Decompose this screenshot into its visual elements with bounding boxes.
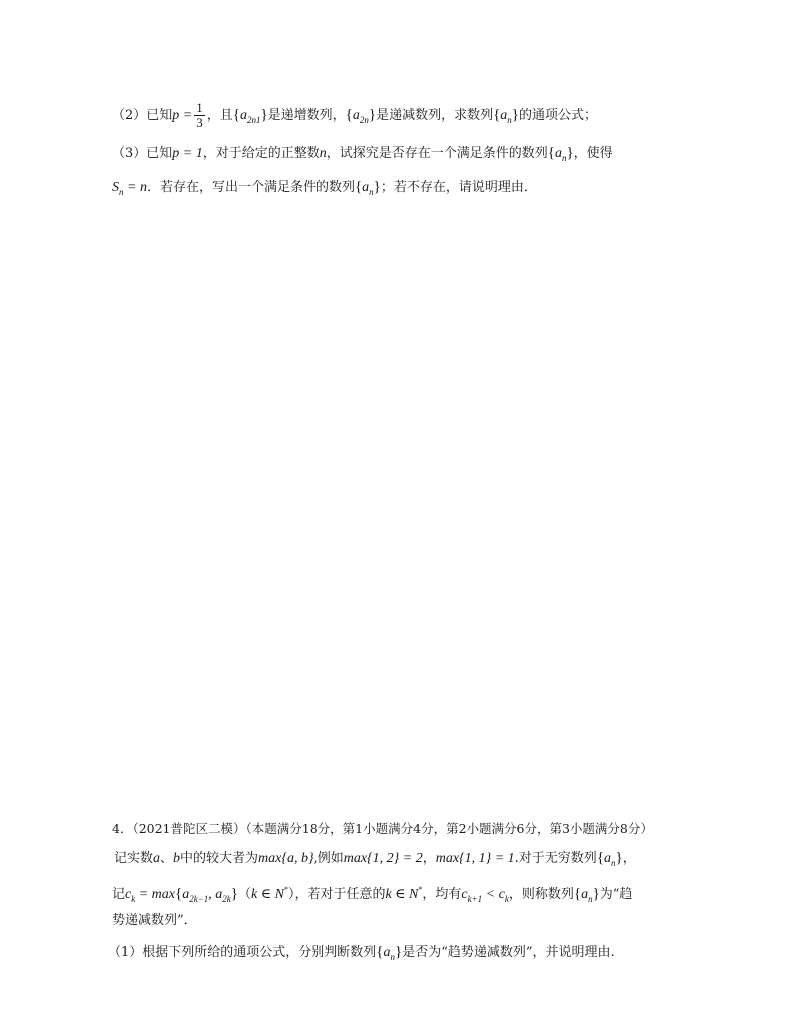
text: ，均有 xyxy=(422,887,462,902)
math-sn: $S_n = n$ xyxy=(112,180,147,197)
q4-line3 xyxy=(112,911,197,931)
math-b: b xyxy=(173,851,181,866)
math-max: max{1, 2} = 2 xyxy=(343,851,423,866)
text: （3）已知 xyxy=(112,146,173,161)
text: （ xyxy=(238,887,252,902)
math-max: max{a, b} xyxy=(258,851,314,866)
math-inequality: $c_{k+1} < c_k$ xyxy=(461,887,509,904)
math-p: p = 1 xyxy=(172,146,203,161)
text: ， xyxy=(422,851,436,866)
text: ；若不存在，请说明理由． xyxy=(380,180,537,195)
text: 势递减数列”． xyxy=(112,913,197,928)
text: ， xyxy=(622,851,636,866)
text: ．若存在，写出一个满足条件的数列 xyxy=(146,180,355,195)
sequence: $\{a_n\}$ xyxy=(596,850,623,868)
sequence: $\{a_n\}$ xyxy=(493,107,519,125)
math-max: max{1, 1} = 1 xyxy=(435,851,515,866)
text: 是否为“趋势递减数列”，并说明理由. xyxy=(402,945,615,960)
sequence: $\{a_n\}$ xyxy=(573,886,600,904)
math-p: p = xyxy=(172,108,193,123)
text: ），若对于任意的 xyxy=(287,887,386,902)
text: 中的较大者为 xyxy=(180,851,259,866)
text: 的通项公式； xyxy=(519,108,598,123)
sequence: $\{a_n\}$ xyxy=(547,145,574,163)
text: ，且 xyxy=(206,108,233,123)
text: 记 xyxy=(112,887,126,902)
text: 为“趋 xyxy=(599,887,633,902)
sequence: $\{a_n\}$ xyxy=(376,944,403,962)
text: ,例如 xyxy=(313,851,344,866)
text: ，使得 xyxy=(573,146,613,161)
math-n: n xyxy=(319,146,327,161)
text: 是递增数列， xyxy=(267,108,346,123)
sequence: $\{a_{2n}\}$ xyxy=(345,107,377,125)
text: ，对于给定的正整数 xyxy=(202,146,320,161)
sequence: $\{a_n\}$ xyxy=(354,179,381,197)
math-ck: $c_k = \max\{a_{2k-1}$, $a_{2k}$} xyxy=(125,886,238,904)
text: （2）已知 xyxy=(112,108,173,123)
math-a: a xyxy=(153,851,161,866)
text: .对于无穷数列 xyxy=(514,851,597,866)
text: ，试探究是否存在一个满足条件的数列 xyxy=(326,146,548,161)
part2-line xyxy=(112,100,597,135)
text: 是递减数列，求数列 xyxy=(376,108,494,123)
text: ，则称数列 xyxy=(508,887,574,902)
math-k-in-n: k ∈ N* xyxy=(385,885,423,902)
q4-line1 xyxy=(114,848,636,873)
q4-part1 xyxy=(108,942,615,967)
fraction-denominator: 3 xyxy=(196,115,203,130)
part3-line1 xyxy=(112,143,613,168)
q4-header xyxy=(112,819,653,839)
text: （1）根据下列所给的通项公式，分别判断数列 xyxy=(108,945,377,960)
text: 记实数 xyxy=(114,851,154,866)
sequence: $\{a_{2n1}\}$ xyxy=(232,107,268,125)
question-header: 4．（2021普陀区二模）（本题满分18分，第1小题满分4分，第2小题满分6分，第3小题满分8分） xyxy=(112,821,653,836)
fraction-numerator: 1 xyxy=(196,100,203,115)
q4-line2 xyxy=(112,880,632,909)
math-k-in-n: k ∈ N* xyxy=(251,885,288,902)
fraction xyxy=(194,101,205,130)
text: 、 xyxy=(160,851,174,866)
part3-line2 xyxy=(112,177,537,202)
